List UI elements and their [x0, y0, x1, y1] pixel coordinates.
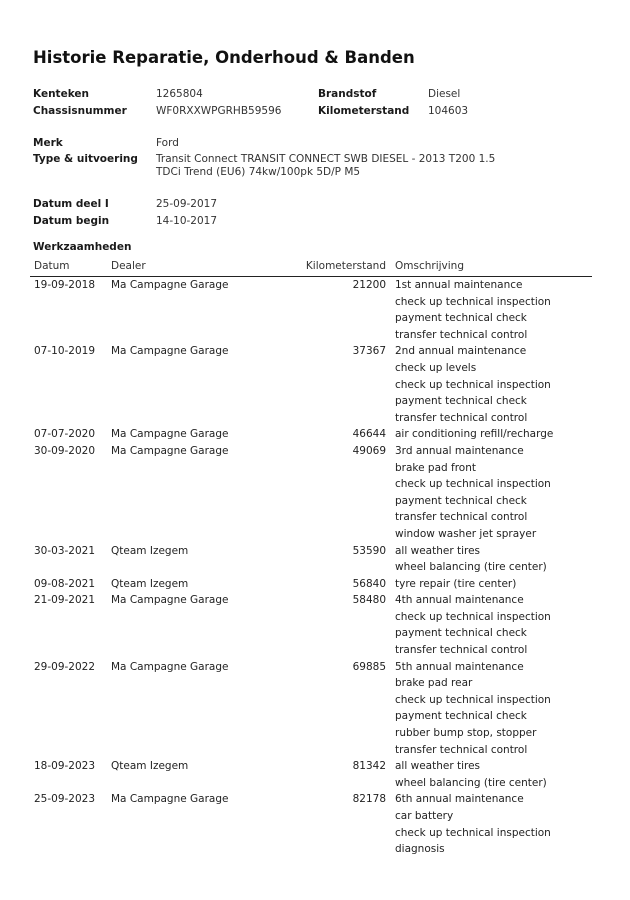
datum-deel-value: 25-09-2017 — [156, 198, 218, 210]
kenteken-value: 1265804 — [156, 88, 203, 100]
datum-begin-value: 14-10-2017 — [156, 215, 218, 227]
kenteken-label: Kenteken — [33, 88, 89, 100]
description-line: brake pad rear — [395, 677, 473, 690]
row-date: 30-09-2020 — [34, 444, 96, 457]
row-date: 19-09-2018 — [34, 279, 96, 291]
description-line: wheel balancing (tire center) — [395, 561, 547, 574]
description-line: check up technical inspection — [395, 610, 551, 623]
description-line: check up technical inspection — [395, 826, 551, 839]
table-row — [0, 543, 630, 576]
table-row — [0, 758, 630, 791]
description-line: 2nd annual maintenance — [395, 345, 527, 358]
row-dealer: Qteam Izegem — [111, 760, 189, 773]
row-kilometerstand: 58480 — [352, 594, 386, 607]
description-line: payment technical check — [395, 395, 527, 408]
description-line: brake pad front — [395, 461, 477, 474]
merk-value: Ford — [156, 137, 179, 149]
description-line: transfer technical control — [395, 644, 528, 657]
row-omschrijving — [395, 426, 630, 443]
row-kilometerstand: 53590 — [352, 544, 386, 557]
description-line: check up technical inspection — [395, 693, 551, 706]
header-omschrijving: Omschrijving — [395, 260, 464, 272]
type-label: Type & uitvoering — [33, 153, 138, 165]
description-line: transfer technical control — [395, 511, 528, 524]
row-omschrijving — [395, 758, 630, 791]
table-row — [0, 277, 630, 343]
description-line: 1st annual maintenance — [395, 279, 523, 291]
description-line: check up technical inspection — [395, 378, 551, 391]
description-line: payment technical check — [395, 710, 527, 723]
description-line: transfer technical control — [395, 743, 528, 756]
row-dealer: Ma Campagne Garage — [111, 660, 229, 673]
description-line: transfer technical control — [395, 411, 528, 424]
header-datum: Datum — [34, 260, 70, 272]
kilometerstand-label: Kilometerstand — [318, 105, 410, 117]
row-omschrijving — [395, 343, 630, 426]
description-line: wheel balancing (tire center) — [395, 776, 547, 789]
description-line: check up technical inspection — [395, 295, 551, 308]
row-omschrijving — [395, 543, 630, 576]
brandstof-label: Brandstof — [318, 88, 377, 100]
description-line: all weather tires — [395, 544, 481, 557]
table-row — [0, 343, 630, 426]
description-line: tyre repair (tire center) — [395, 577, 517, 590]
chassis-label: Chassisnummer — [33, 105, 127, 117]
description-line: air conditioning refill/recharge — [395, 428, 554, 441]
description-line: check up levels — [395, 361, 477, 374]
row-kilometerstand: 49069 — [352, 444, 386, 457]
row-dealer: Ma Campagne Garage — [111, 279, 229, 291]
row-dealer: Qteam Izegem — [111, 544, 189, 557]
header-dealer: Dealer — [111, 260, 146, 272]
description-line: payment technical check — [395, 312, 527, 325]
row-omschrijving — [395, 576, 630, 593]
table-header — [0, 260, 630, 276]
header-kilometerstand: Kilometerstand — [305, 260, 386, 272]
row-date: 21-09-2021 — [34, 594, 96, 607]
description-line: payment technical check — [395, 494, 527, 507]
datum-begin-label: Datum begin — [33, 215, 110, 227]
description-line: transfer technical control — [395, 328, 528, 341]
description-line: 4th annual maintenance — [395, 594, 524, 607]
brandstof-value: Diesel — [428, 88, 461, 100]
description-line: 5th annual maintenance — [395, 660, 524, 673]
description-line: window washer jet sprayer — [395, 527, 537, 540]
row-omschrijving — [395, 791, 630, 857]
row-kilometerstand: 69885 — [352, 660, 386, 673]
row-date: 07-07-2020 — [34, 428, 96, 441]
table-row — [0, 659, 630, 759]
row-omschrijving — [395, 592, 630, 658]
row-date: 25-09-2023 — [34, 793, 96, 806]
row-dealer: Ma Campagne Garage — [111, 428, 229, 441]
row-kilometerstand: 82178 — [352, 793, 386, 806]
row-date: 29-09-2022 — [34, 660, 96, 673]
table-row — [0, 443, 630, 543]
table-row — [0, 592, 630, 658]
merk-label: Merk — [33, 137, 63, 149]
chassis-value: WF0RXXWPGRHB59596 — [156, 105, 282, 117]
row-dealer: Ma Campagne Garage — [111, 345, 229, 358]
row-dealer: Ma Campagne Garage — [111, 594, 229, 607]
description-line: diagnosis — [395, 843, 445, 856]
row-omschrijving — [395, 659, 630, 759]
row-kilometerstand: 37367 — [352, 345, 386, 358]
description-line: all weather tires — [395, 760, 481, 773]
row-date: 07-10-2019 — [34, 345, 96, 358]
row-kilometerstand: 81342 — [352, 760, 386, 773]
description-line: payment technical check — [395, 627, 527, 640]
table-body — [0, 277, 630, 858]
description-line: 3rd annual maintenance — [395, 444, 524, 457]
row-dealer: Ma Campagne Garage — [111, 444, 229, 457]
row-kilometerstand: 56840 — [352, 577, 386, 590]
row-date: 18-09-2023 — [34, 760, 96, 773]
table-row — [0, 576, 630, 593]
row-kilometerstand: 46644 — [352, 428, 386, 441]
row-date: 30-03-2021 — [34, 544, 96, 557]
table-row — [0, 426, 630, 443]
type-value-line1: Transit Connect TRANSIT CONNECT SWB DIESEL - 2013 T200 1.5 — [156, 153, 496, 165]
page-title: Historie Reparatie, Onderhoud & Banden — [33, 48, 415, 67]
datum-deel-label: Datum deel I — [33, 198, 109, 210]
row-omschrijving — [395, 277, 630, 343]
row-date: 09-08-2021 — [34, 577, 96, 590]
description-line: 6th annual maintenance — [395, 793, 524, 806]
row-dealer: Ma Campagne Garage — [111, 793, 229, 806]
description-line: rubber bump stop, stopper — [395, 727, 537, 740]
row-omschrijving — [395, 443, 630, 543]
description-line: check up technical inspection — [395, 478, 551, 491]
table-row — [0, 791, 630, 857]
section-title: Werkzaamheden — [33, 241, 132, 253]
row-kilometerstand: 21200 — [352, 279, 386, 291]
row-dealer: Qteam Izegem — [111, 577, 189, 590]
description-line: car battery — [395, 810, 454, 822]
type-value-line2: TDCi Trend (EU6) 74kw/100pk 5D/P M5 — [156, 166, 361, 178]
kilometerstand-value: 104603 — [428, 105, 469, 117]
